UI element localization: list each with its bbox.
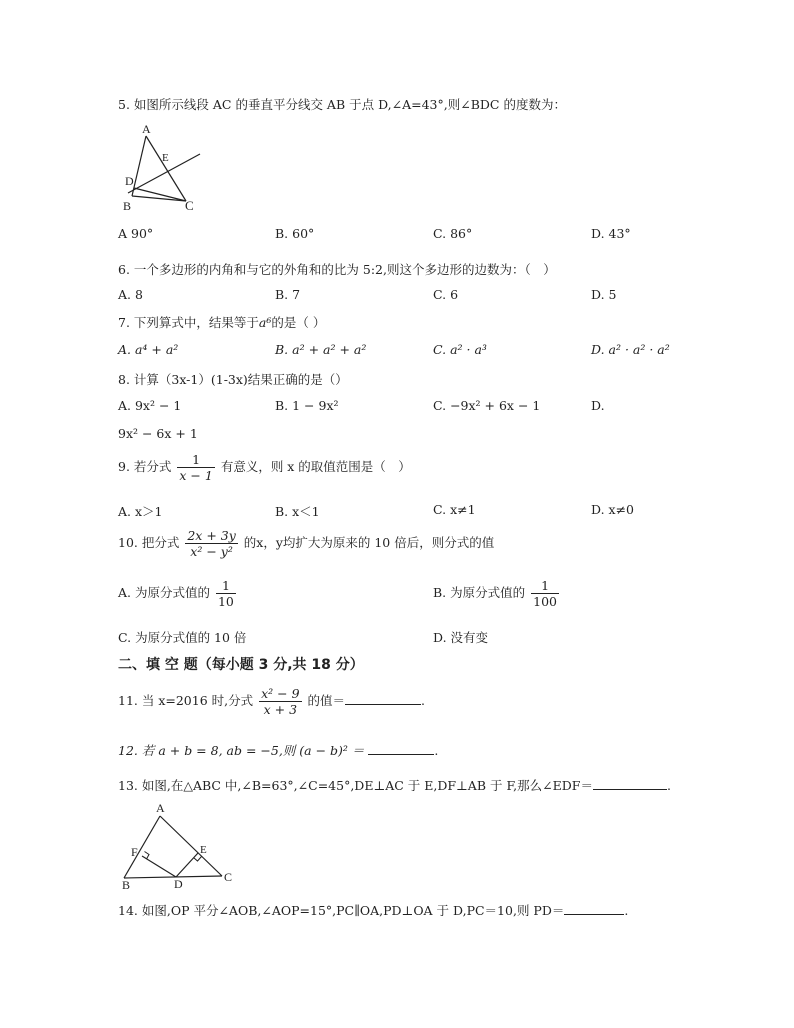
q5-option-c[interactable]: C. 86° <box>433 226 473 241</box>
q13-segment-de <box>176 853 198 877</box>
q10-text <box>118 528 494 559</box>
q7-option-b[interactable]: B. a² + a² + a² <box>275 342 367 357</box>
q5-option-d[interactable]: D. 43° <box>591 226 631 241</box>
q5-triangle-figure <box>118 118 208 216</box>
q9-option-d[interactable]: D. x≠0 <box>591 502 634 517</box>
q7-option-c[interactable]: C. a² · a³ <box>433 342 487 357</box>
q9-option-b[interactable]: B. x＜1 <box>275 504 320 519</box>
q9-fraction-denominator: x − 1 <box>179 468 213 483</box>
q7-text <box>118 313 325 331</box>
section-2-heading: 二、填 空 题（每小题 3 分,共 18 分） <box>118 657 364 673</box>
q14-text-body: 14. 如图,OP 平分∠AOB,∠AOP=15°,PC∥OA,PD⊥OA 于 D,PC＝10,则 PD＝ <box>118 903 565 918</box>
q13-label-e: E <box>200 844 207 856</box>
q10-option-b-fraction <box>531 578 559 609</box>
q5-label-c: C <box>185 198 194 213</box>
q9-option-a[interactable]: A. x＞1 <box>118 504 163 519</box>
q9-fraction-numerator: 1 <box>192 452 201 467</box>
q9-text <box>118 452 411 483</box>
q5-label-a: A <box>142 122 151 136</box>
q13-label-a: A <box>156 801 165 815</box>
q13-side-ac <box>160 816 222 876</box>
q11-text-post: 的值＝ <box>307 693 346 708</box>
q9-text-pre: 9. 若分式 <box>118 459 172 474</box>
q8-option-b[interactable]: B. 1 − 9x² <box>275 398 339 413</box>
q10-option-b-denominator: 100 <box>533 594 557 609</box>
q5-label-e: E <box>162 152 169 164</box>
q8-text: 8. 计算（3x-1）(1-3x)结果正确的是（） <box>118 372 348 387</box>
q11-fraction-denominator: x + 3 <box>259 701 301 717</box>
q10-option-b[interactable] <box>433 578 561 609</box>
q5-option-b[interactable]: B. 60° <box>275 226 315 241</box>
q13-label-d: D <box>174 877 183 891</box>
q7-text-post: 的是（ ） <box>271 315 326 330</box>
q7-option-a[interactable]: A. a⁴ + a² <box>118 342 179 357</box>
q13-text-end: . <box>666 778 671 793</box>
q11-text-end: . <box>421 693 426 708</box>
q7-text-pre: 7. 下列算式中，结果等于 <box>118 315 259 330</box>
q10-option-c[interactable]: C. 为原分式值的 10 倍 <box>118 630 247 645</box>
q12-answer-blank[interactable] <box>368 742 434 755</box>
q7-text-expr: a⁶ <box>258 315 272 330</box>
q13-text <box>118 776 671 794</box>
q8-option-d[interactable]: D. <box>591 398 605 413</box>
q6-option-c[interactable]: C. 6 <box>433 287 459 302</box>
q14-text <box>118 901 628 919</box>
q5-side-ac <box>146 136 186 201</box>
q10-fraction <box>185 528 237 559</box>
q10-option-a[interactable] <box>118 578 238 609</box>
q11-fraction <box>259 686 301 717</box>
q8-option-a[interactable]: A. 9x² − 1 <box>118 398 182 413</box>
q10-option-a-fraction <box>216 578 236 609</box>
q6-option-a[interactable]: A. 8 <box>118 287 143 302</box>
q12-text-pre: 12. 若 a + b = 8, ab = −5,则 (a − b)² ＝ <box>118 743 365 758</box>
q5-label-d: D <box>125 174 134 188</box>
q10-option-b-numerator: 1 <box>541 578 550 593</box>
q13-label-c: C <box>224 870 233 884</box>
q11-fraction-numerator: x² − 9 <box>261 686 300 701</box>
q5-option-a[interactable]: A 90° <box>118 226 154 241</box>
q10-option-a-denominator: 10 <box>217 594 234 609</box>
q14-answer-blank[interactable] <box>564 902 624 915</box>
q13-side-ab <box>124 816 160 878</box>
q9-fraction <box>177 452 214 483</box>
q10-option-a-numerator: 1 <box>221 578 230 593</box>
q7-option-d[interactable]: D. a² · a² · a² <box>591 342 670 357</box>
q13-label-f: F <box>131 845 138 859</box>
q10-text-post: 的x，y均扩大为原来的 10 倍后，则分式的值 <box>243 535 495 550</box>
q5-text: 5. 如图所示线段 AC 的垂直平分线交 AB 于点 D,∠A=43°,则∠BDC 的度数为： <box>118 97 566 112</box>
q11-text-pre: 11. 当 x=2016 时,分式 <box>118 693 254 708</box>
q6-option-d[interactable]: D. 5 <box>591 287 617 302</box>
q9-option-c[interactable]: C. x≠1 <box>433 502 476 517</box>
q9-text-post: 有意义，则 x 的取值范围是（ ） <box>220 459 411 474</box>
q12-text <box>118 741 438 759</box>
q6-option-b[interactable]: B. 7 <box>275 287 301 302</box>
q10-option-b-label: B. 为原分式值的 <box>433 585 526 600</box>
q5-label-b: B <box>123 199 132 213</box>
q14-text-end: . <box>624 903 629 918</box>
q10-text-pre: 10. 把分式 <box>118 535 180 550</box>
q10-option-a-label: A. 为原分式值的 <box>118 585 210 600</box>
q13-side-bc <box>124 876 222 878</box>
q8-option-d-expression: 9x² − 6x + 1 <box>118 426 198 441</box>
q10-option-d[interactable]: D. 没有变 <box>433 630 489 645</box>
q13-triangle-figure <box>118 800 240 894</box>
q10-fraction-numerator: 2x + 3y <box>187 528 236 543</box>
q8-option-c[interactable]: C. −9x² + 6x − 1 <box>433 398 541 413</box>
q11-answer-blank[interactable] <box>345 692 421 705</box>
q13-segment-df <box>142 856 176 877</box>
q13-answer-blank[interactable] <box>593 777 667 790</box>
q13-label-b: B <box>122 878 131 892</box>
q11-text <box>118 686 425 717</box>
q10-fraction-denominator: x² − y² <box>185 543 237 559</box>
q13-text-body: 13. 如图,在△ABC 中,∠B=63°,∠C=45°,DE⊥AC 于 E,DF⊥AB 于 F,那么∠EDF＝ <box>118 778 593 793</box>
q6-text: 6. 一个多边形的内角和与它的外角和的比为 5:2,则这个多边形的边数为：（ ） <box>118 262 556 277</box>
q12-text-end: . <box>434 743 439 758</box>
